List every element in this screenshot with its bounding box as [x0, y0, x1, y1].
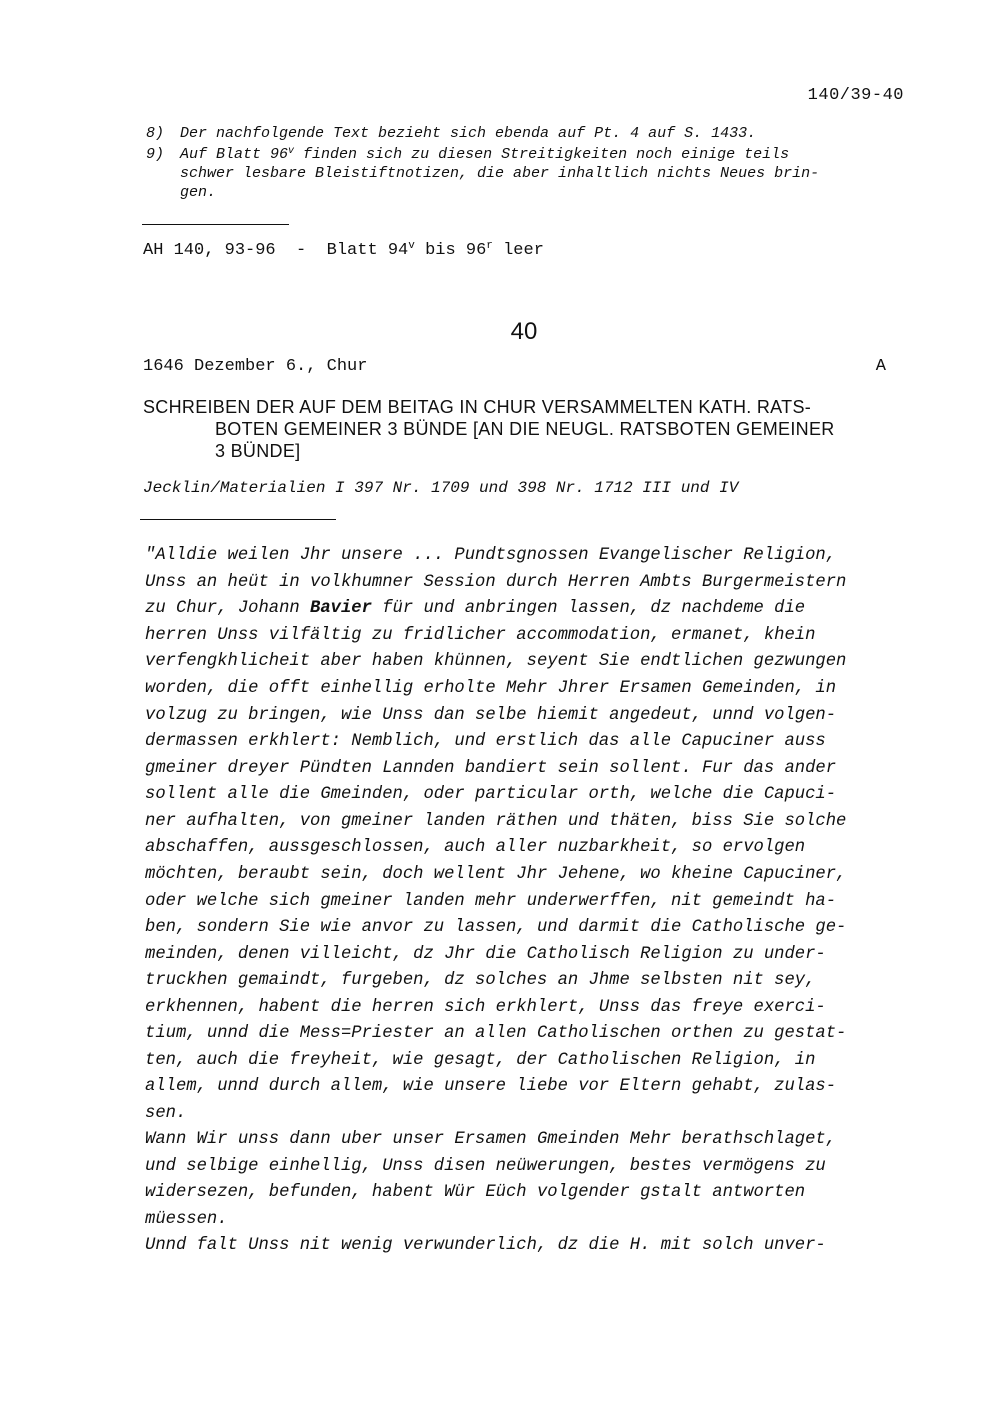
title-line: BOTEN GEMEINER 3 BÜNDE [AN DIE NEUGL. RATSBOTEN GEMEINER: [215, 419, 835, 439]
body-line: ner aufhalten, von gmeiner landen räthen und thäten, biss Sie solche: [145, 812, 847, 831]
document-date-place: 1646 Dezember 6., Chur: [143, 357, 368, 376]
document-grade: A: [875, 357, 886, 376]
body-line: oder welche sich gmeiner landen mehr underwerffen, nit gemeindt ha-: [145, 892, 837, 911]
footnote-divider: [142, 224, 289, 225]
document-number: 40: [510, 318, 538, 345]
archive-note: AH 140, 93-96 - Blatt 94$^v$ bis 96$^r$ leer: [143, 240, 544, 260]
body-line: ben, sondern Sie wie anvor zu lassen, und darmit die Catholische ge-: [145, 918, 847, 937]
body-line: dermassen erkhlert: Nemblich, und erstlich das alle Capuciner auss: [145, 732, 826, 751]
footnote-text: gen.: [180, 184, 217, 201]
body-line: gmeiner dreyer Pündten Lannden bandiert sein sollent. Fur das ander: [145, 759, 837, 778]
body-line: allem, unnd durch allem, wie unsere liebe vor Eltern gehabt, zulas-: [145, 1077, 837, 1096]
body-line: müessen.: [145, 1210, 228, 1229]
title-line: 3 BÜNDE]: [215, 441, 301, 461]
body-line: Unnd falt Unss nit wenig verwunderlich, dz die H. mit solch unver-: [145, 1236, 826, 1255]
footnote-mark: 8): [146, 125, 165, 142]
footnote-text: schwer lesbare Bleistiftnotizen, die aber inhaltlich nichts Neues brin-: [180, 165, 820, 182]
source-divider: [140, 519, 336, 520]
body-line: Unss an heüt in volkhumner Session durch Herren Ambts Burgermeistern: [145, 573, 847, 592]
body-line: tium, unnd die Mess=Priester an allen Catholischen orthen zu gestat-: [145, 1024, 847, 1043]
body-line: ten, auch die freyheit, wie gesagt, der Catholischen Religion, in: [145, 1051, 816, 1070]
body-line: erkhennen, habent die herren sich erkhlert, Unss das freye exerci-: [145, 998, 826, 1017]
archive-ref: AH 140, 93-96: [143, 241, 276, 260]
body-line: abschaffen, aussgeschlossen, auch aller nuzbarkheit, so ervolgen: [145, 838, 806, 857]
archive-dash: -: [296, 241, 307, 260]
footnote-text: Auf Blatt 96$^v$ finden sich zu diesen Streitigkeiten noch einige teils: [180, 146, 790, 163]
body-line: meinden, denen villeicht, dz Jhr die Catholisch Religion zu under-: [145, 945, 826, 964]
body-line: verfengkhlicheit aber haben khünnen, seyent Sie endtlichen gezwungen: [145, 652, 847, 671]
body-line: volzug zu bringen, wie Unss dan selbe hiemit angedeut, unnd volgen-: [145, 706, 837, 725]
body-line: truckhen gemaindt, furgeben, dz solches an Jhme selbsten nit sey,: [145, 971, 816, 990]
body-line: zu Chur, Johann Bavier für und anbringen lassen, dz nachdeme die: [145, 599, 806, 618]
body-line: möchten, beraubt sein, doch wellent Jhr Jehene, wo kheine Capuciner,: [145, 865, 847, 884]
body-line: und selbige einhellig, Unss disen neüwerungen, bestes vermögens zu: [145, 1157, 826, 1176]
document-source: Jecklin/Materialien I 397 Nr. 1709 und 398 Nr. 1712 III und IV: [143, 479, 739, 497]
page-number: 140/39-40: [807, 86, 904, 105]
highlighted-name: Bavier: [310, 599, 372, 618]
body-line: Wann Wir unss dann uber unser Ersamen Gmeinden Mehr berathschlaget,: [145, 1130, 837, 1149]
title-line: SCHREIBEN DER AUF DEM BEITAG IN CHUR VERSAMMELTEN KATH. RATS-: [143, 397, 812, 417]
body-line: worden, die offt einhellig erholte Mehr Jhrer Ersamen Gemeinden, in: [145, 679, 837, 698]
body-line: widersezen, befunden, habent Wür Eüch volgender gstalt antworten: [145, 1183, 806, 1202]
body-line: sollent alle die Gmeinden, oder particular orth, welche die Capuci-: [145, 785, 837, 804]
footnote-mark: 9): [146, 146, 165, 163]
body-line: "Alldie weilen Jhr unsere ... Pundtsgnossen Evangelischer Religion,: [145, 546, 837, 565]
body-line: herren Unss vilfältig zu fridlicher accommodation, ermanet, khein: [145, 626, 816, 645]
footnote-text: Der nachfolgende Text bezieht sich ebenda auf Pt. 4 auf S. 1433.: [180, 125, 757, 142]
body-line: sen.: [145, 1104, 187, 1123]
